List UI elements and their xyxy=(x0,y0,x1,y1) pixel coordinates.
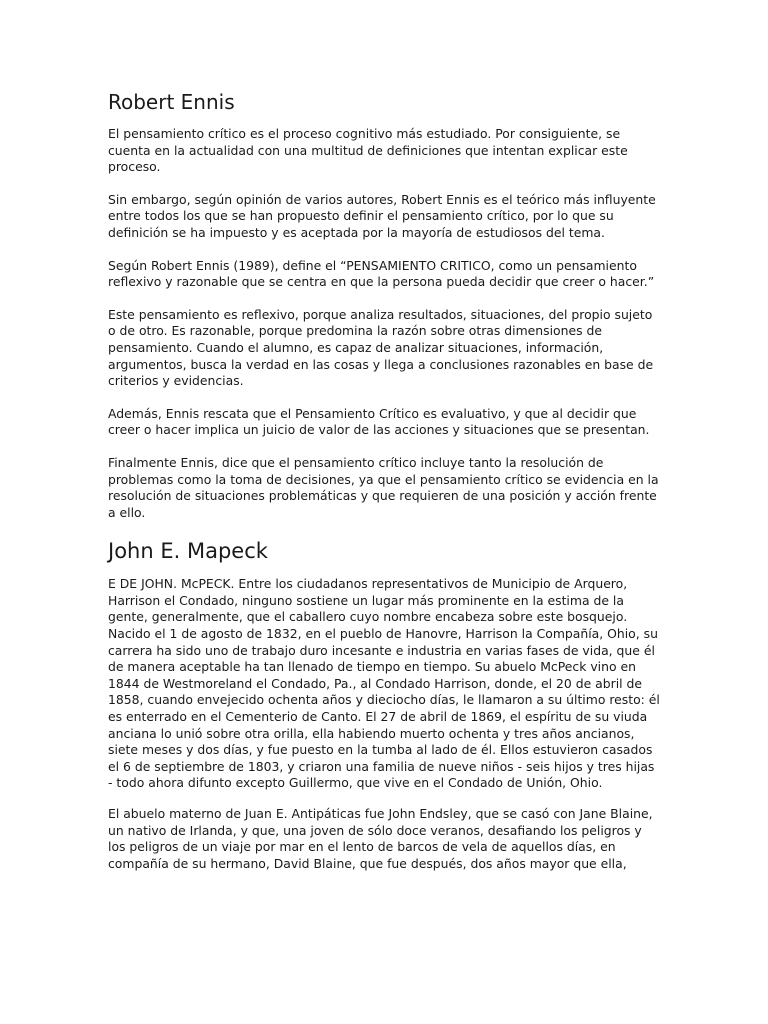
paragraph: Este pensamiento es reflexivo, porque analiza resultados, situaciones, del propio sujeto o de otro. Es razonable, porque predomina la razón sobre otras dimensiones de pensamiento. Cuando el alumno, es capaz de analizar situaciones, información, argumentos, busca la verdad en las cosas y llega a conclusiones razonables en base de criterios y evidencias. xyxy=(108,306,654,389)
section-john-mapeck xyxy=(108,537,660,872)
paragraph: Finalmente Ennis, dice que el pensamiento crítico incluye tanto la resolución de problemas como la toma de decisiones, ya que el pensamiento crítico se evidencia en la resolución de situaciones problemáticas y que requieren de una posición y acción frente a ello. xyxy=(108,454,659,520)
paragraph: E DE JOHN. McPECK. Entre los ciudadanos representativos de Municipio de Arquero, Harrison el Condado, ninguno sostiene un lugar más prominente en la estima de la gente, generalmente, que el caballero cuyo nombre encabeza sobre este bosquejo. Nacido el 1 de agosto de 1832, en el pueblo de Hanovre, Harrison la Compañía, Ohio, su carrera ha sido uno de trabajo duro incesante e industria en varias fases de vida, que él de manera aceptable ha tan llenado de tiempo en tiempo. Su abuelo McPeck vino en 1844 de Westmoreland el Condado, Pa., al Condado Harrison, donde, el 20 de abril de 1858, cuando envejecido ochenta años y dieciocho días, le llamaron a su último resto: él es enterrado en el Cementerio de Canto. El 27 de abril de 1869, el espíritu de su viuda anciana lo unió sobre otra orilla, ella habiendo muerto ochenta y tres años ancianos, siete meses y dos días, y fue puesto en la tumba al lado de él. Ellos estuvieron casados el 6 de septiembre de 1803, y criaron una familia de nueve niños - seis hijos y tres hijas - todo ahora difunto excepto Guillermo, que vive en el Condado de Unión, Ohio. xyxy=(108,576,660,791)
heading-robert-ennis: Robert Ennis xyxy=(108,90,235,114)
heading-john-mapeck: John E. Mapeck xyxy=(108,539,268,564)
paragraph: Según Robert Ennis (1989), define el “PENSAMIENTO CRITICO, como un pensamiento reflexivo y razonable que se centra en que la persona pueda decidir que creer o hacer.” xyxy=(108,257,655,290)
paragraph: Además, Ennis rescata que el Pensamiento Crítico es evaluativo, y que al decidir que creer o hacer implica un juicio de valor de las acciones y situaciones que se presentan. xyxy=(108,405,650,438)
paragraph: El pensamiento crítico es el proceso cognitivo más estudiado. Por consiguiente, se cuenta en la actualidad con una multitud de definiciones que intentan explicar este proceso. xyxy=(108,126,628,175)
section-robert-ennis xyxy=(108,0,660,521)
paragraph: Sin embargo, según opinión de varios autores, Robert Ennis es el teórico más influyente entre todos los que se han propuesto definir el pensamiento crítico, por lo que su definición se ha impuesto y es aceptada por la mayoría de estudiosos del tema. xyxy=(108,191,656,240)
paragraph: El abuelo materno de Juan E. Antipáticas fue John Endsley, que se casó con Jane Blaine, un nativo de Irlanda, y que, una joven de sólo doce veranos, desafiando los peligros y los peligros de un viaje por mar en el lento de barcos de vela de aquellos días, en compañía de su hermano, David Blaine, que fue después, dos años mayor que ella, xyxy=(108,806,653,871)
